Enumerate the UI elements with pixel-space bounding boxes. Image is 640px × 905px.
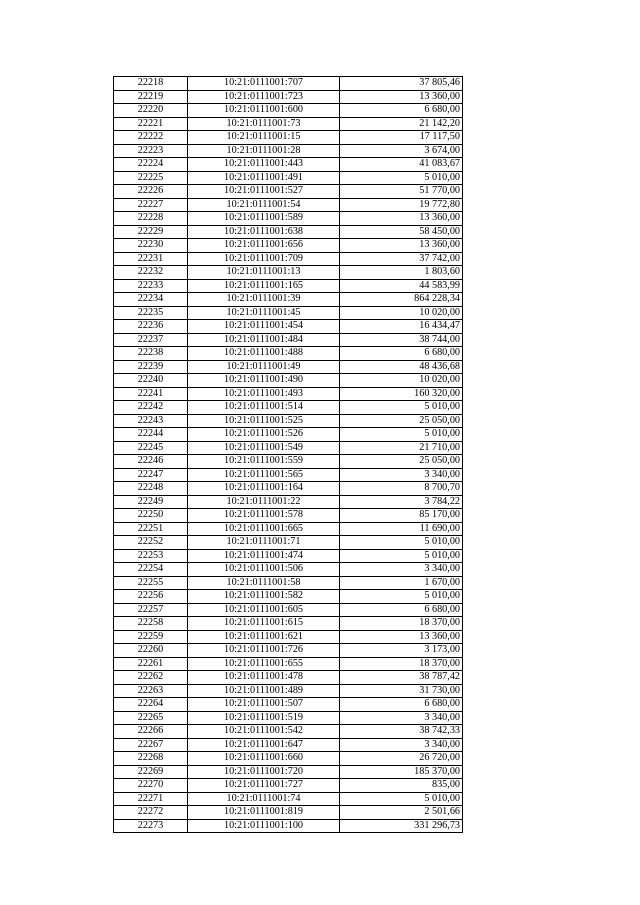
cadastral-number-cell: 10:21:0111001:74 [188,792,340,806]
row-number-cell: 22242 [114,401,188,415]
table-row [114,576,463,590]
amount-cell: 18 370,00 [340,617,463,631]
amount-cell: 31 730,00 [340,684,463,698]
amount-cell: 3 674,00 [340,144,463,158]
table-row [114,738,463,752]
cadastral-number-cell: 10:21:0111001:549 [188,441,340,455]
amount-cell: 10 020,00 [340,374,463,388]
table-row [114,482,463,496]
row-number-cell: 22232 [114,266,188,280]
cadastral-number-cell: 10:21:0111001:709 [188,252,340,266]
table-row [114,536,463,550]
row-number-cell: 22236 [114,320,188,334]
amount-cell: 864 228,34 [340,293,463,307]
amount-cell: 5 010,00 [340,549,463,563]
table-row [114,806,463,820]
cadastral-number-cell: 10:21:0111001:559 [188,455,340,469]
row-number-cell: 22273 [114,819,188,833]
table-row [114,644,463,658]
cadastral-number-cell: 10:21:0111001:478 [188,671,340,685]
amount-cell: 5 010,00 [340,401,463,415]
table-row [114,198,463,212]
row-number-cell: 22271 [114,792,188,806]
cadastral-number-cell: 10:21:0111001:164 [188,482,340,496]
row-number-cell: 22226 [114,185,188,199]
row-number-cell: 22249 [114,495,188,509]
cadastral-number-cell: 10:21:0111001:819 [188,806,340,820]
row-number-cell: 22262 [114,671,188,685]
amount-cell: 21 710,00 [340,441,463,455]
table-row [114,239,463,253]
cadastral-number-cell: 10:21:0111001:526 [188,428,340,442]
cadastral-number-cell: 10:21:0111001:723 [188,90,340,104]
row-number-cell: 22241 [114,387,188,401]
row-number-cell: 22267 [114,738,188,752]
cadastral-number-cell: 10:21:0111001:165 [188,279,340,293]
row-number-cell: 22235 [114,306,188,320]
cadastral-number-cell: 10:21:0111001:54 [188,198,340,212]
amount-cell: 37 742,00 [340,252,463,266]
amount-cell: 185 370,00 [340,765,463,779]
table-row [114,522,463,536]
table-row [114,657,463,671]
cadastral-number-cell: 10:21:0111001:655 [188,657,340,671]
amount-cell: 13 360,00 [340,212,463,226]
amount-cell: 8 700,70 [340,482,463,496]
row-number-cell: 22244 [114,428,188,442]
row-number-cell: 22245 [114,441,188,455]
amount-cell: 18 370,00 [340,657,463,671]
cadastral-number-cell: 10:21:0111001:656 [188,239,340,253]
row-number-cell: 22246 [114,455,188,469]
cadastral-number-cell: 10:21:0111001:454 [188,320,340,334]
table-row [114,698,463,712]
table-row [114,671,463,685]
amount-cell: 13 360,00 [340,239,463,253]
table-row [114,779,463,793]
cadastral-number-cell: 10:21:0111001:490 [188,374,340,388]
cadastral-number-cell: 10:21:0111001:489 [188,684,340,698]
amount-cell: 5 010,00 [340,428,463,442]
amount-cell: 48 436,68 [340,360,463,374]
row-number-cell: 22272 [114,806,188,820]
cadastral-number-cell: 10:21:0111001:527 [188,185,340,199]
cadastral-number-cell: 10:21:0111001:565 [188,468,340,482]
row-number-cell: 22237 [114,333,188,347]
amount-cell: 26 720,00 [340,752,463,766]
row-number-cell: 22253 [114,549,188,563]
row-number-cell: 22228 [114,212,188,226]
cadastral-number-cell: 10:21:0111001:605 [188,603,340,617]
cadastral-number-cell: 10:21:0111001:525 [188,414,340,428]
amount-cell: 5 010,00 [340,536,463,550]
table-row [114,158,463,172]
cadastral-number-cell: 10:21:0111001:474 [188,549,340,563]
cadastral-number-cell: 10:21:0111001:578 [188,509,340,523]
table-row [114,455,463,469]
table-row [114,819,463,833]
amount-cell: 5 010,00 [340,590,463,604]
table-row [114,428,463,442]
cadastral-number-cell: 10:21:0111001:638 [188,225,340,239]
amount-cell: 835,00 [340,779,463,793]
row-number-cell: 22247 [114,468,188,482]
table-row [114,590,463,604]
amount-cell: 6 680,00 [340,698,463,712]
amount-cell: 41 083,67 [340,158,463,172]
table-row [114,684,463,698]
table-row [114,266,463,280]
row-number-cell: 22261 [114,657,188,671]
amount-cell: 37 805,46 [340,77,463,91]
table-row [114,549,463,563]
cadastral-number-cell: 10:21:0111001:582 [188,590,340,604]
row-number-cell: 22260 [114,644,188,658]
amount-cell: 3 340,00 [340,711,463,725]
table-row [114,752,463,766]
row-number-cell: 22219 [114,90,188,104]
table-row [114,360,463,374]
table-row [114,603,463,617]
row-number-cell: 22270 [114,779,188,793]
cadastral-number-cell: 10:21:0111001:720 [188,765,340,779]
row-number-cell: 22257 [114,603,188,617]
cadastral-number-cell: 10:21:0111001:507 [188,698,340,712]
row-number-cell: 22233 [114,279,188,293]
row-number-cell: 22263 [114,684,188,698]
row-number-cell: 22224 [114,158,188,172]
cadastral-number-cell: 10:21:0111001:484 [188,333,340,347]
amount-cell: 331 296,73 [340,819,463,833]
table-row [114,414,463,428]
table-row [114,306,463,320]
cadastral-number-cell: 10:21:0111001:22 [188,495,340,509]
cadastral-number-cell: 10:21:0111001:621 [188,630,340,644]
table-row [114,252,463,266]
row-number-cell: 22240 [114,374,188,388]
table-row [114,792,463,806]
amount-cell: 3 340,00 [340,468,463,482]
amount-cell: 5 010,00 [340,171,463,185]
row-number-cell: 22220 [114,104,188,118]
amount-cell: 1 670,00 [340,576,463,590]
row-number-cell: 22229 [114,225,188,239]
amount-cell: 2 501,66 [340,806,463,820]
amount-cell: 3 340,00 [340,738,463,752]
table-row [114,117,463,131]
cadastral-number-cell: 10:21:0111001:600 [188,104,340,118]
row-number-cell: 22258 [114,617,188,631]
row-number-cell: 22222 [114,131,188,145]
row-number-cell: 22234 [114,293,188,307]
amount-cell: 19 772,80 [340,198,463,212]
row-number-cell: 22252 [114,536,188,550]
amount-cell: 38 742,33 [340,725,463,739]
table-row [114,185,463,199]
cadastral-number-cell: 10:21:0111001:28 [188,144,340,158]
table-row [114,212,463,226]
cadastral-number-cell: 10:21:0111001:514 [188,401,340,415]
table-row [114,293,463,307]
cadastral-number-cell: 10:21:0111001:665 [188,522,340,536]
amount-cell: 3 784,22 [340,495,463,509]
table-row [114,347,463,361]
cadastral-number-cell: 10:21:0111001:491 [188,171,340,185]
row-number-cell: 22251 [114,522,188,536]
records-table-body [114,77,463,833]
row-number-cell: 22221 [114,117,188,131]
row-number-cell: 22256 [114,590,188,604]
amount-cell: 44 583,99 [340,279,463,293]
table-row [114,495,463,509]
table-row [114,401,463,415]
row-number-cell: 22264 [114,698,188,712]
amount-cell: 16 434,47 [340,320,463,334]
table-row [114,320,463,334]
amount-cell: 58 450,00 [340,225,463,239]
amount-cell: 6 680,00 [340,104,463,118]
row-number-cell: 22239 [114,360,188,374]
table-row [114,279,463,293]
amount-cell: 38 787,42 [340,671,463,685]
amount-cell: 5 010,00 [340,792,463,806]
table-row [114,630,463,644]
row-number-cell: 22255 [114,576,188,590]
cadastral-number-cell: 10:21:0111001:589 [188,212,340,226]
cadastral-number-cell: 10:21:0111001:49 [188,360,340,374]
cadastral-number-cell: 10:21:0111001:615 [188,617,340,631]
row-number-cell: 22227 [114,198,188,212]
amount-cell: 3 173,00 [340,644,463,658]
row-number-cell: 22238 [114,347,188,361]
table-row [114,387,463,401]
table-row [114,225,463,239]
table-row [114,90,463,104]
amount-cell: 51 770,00 [340,185,463,199]
cadastral-number-cell: 10:21:0111001:727 [188,779,340,793]
amount-cell: 13 360,00 [340,90,463,104]
table-row [114,509,463,523]
cadastral-number-cell: 10:21:0111001:660 [188,752,340,766]
amount-cell: 25 050,00 [340,414,463,428]
table-row [114,617,463,631]
row-number-cell: 22230 [114,239,188,253]
table-row [114,441,463,455]
row-number-cell: 22269 [114,765,188,779]
cadastral-number-cell: 10:21:0111001:73 [188,117,340,131]
table-row [114,77,463,91]
table-row [114,725,463,739]
table-row [114,374,463,388]
amount-cell: 160 320,00 [340,387,463,401]
records-table [113,76,463,833]
cadastral-number-cell: 10:21:0111001:493 [188,387,340,401]
cadastral-number-cell: 10:21:0111001:13 [188,266,340,280]
cadastral-number-cell: 10:21:0111001:542 [188,725,340,739]
table-row [114,711,463,725]
row-number-cell: 22243 [114,414,188,428]
amount-cell: 11 690,00 [340,522,463,536]
cadastral-number-cell: 10:21:0111001:506 [188,563,340,577]
amount-cell: 6 680,00 [340,347,463,361]
table-row [114,765,463,779]
row-number-cell: 22266 [114,725,188,739]
cadastral-number-cell: 10:21:0111001:71 [188,536,340,550]
table-row [114,144,463,158]
cadastral-number-cell: 10:21:0111001:519 [188,711,340,725]
cadastral-number-cell: 10:21:0111001:443 [188,158,340,172]
cadastral-number-cell: 10:21:0111001:45 [188,306,340,320]
table-row [114,468,463,482]
table-row [114,131,463,145]
row-number-cell: 22248 [114,482,188,496]
row-number-cell: 22254 [114,563,188,577]
amount-cell: 6 680,00 [340,603,463,617]
amount-cell: 10 020,00 [340,306,463,320]
cadastral-number-cell: 10:21:0111001:726 [188,644,340,658]
amount-cell: 38 744,00 [340,333,463,347]
cadastral-number-cell: 10:21:0111001:647 [188,738,340,752]
table-row [114,104,463,118]
row-number-cell: 22218 [114,77,188,91]
cadastral-number-cell: 10:21:0111001:707 [188,77,340,91]
cadastral-number-cell: 10:21:0111001:100 [188,819,340,833]
cadastral-number-cell: 10:21:0111001:58 [188,576,340,590]
table-row [114,333,463,347]
amount-cell: 13 360,00 [340,630,463,644]
amount-cell: 17 117,50 [340,131,463,145]
row-number-cell: 22268 [114,752,188,766]
row-number-cell: 22223 [114,144,188,158]
amount-cell: 21 142,20 [340,117,463,131]
amount-cell: 25 050,00 [340,455,463,469]
amount-cell: 85 170,00 [340,509,463,523]
amount-cell: 3 340,00 [340,563,463,577]
row-number-cell: 22265 [114,711,188,725]
cadastral-number-cell: 10:21:0111001:15 [188,131,340,145]
table-row [114,171,463,185]
cadastral-number-cell: 10:21:0111001:39 [188,293,340,307]
amount-cell: 1 803,60 [340,266,463,280]
row-number-cell: 22231 [114,252,188,266]
row-number-cell: 22225 [114,171,188,185]
table-row [114,563,463,577]
cadastral-number-cell: 10:21:0111001:488 [188,347,340,361]
row-number-cell: 22250 [114,509,188,523]
row-number-cell: 22259 [114,630,188,644]
